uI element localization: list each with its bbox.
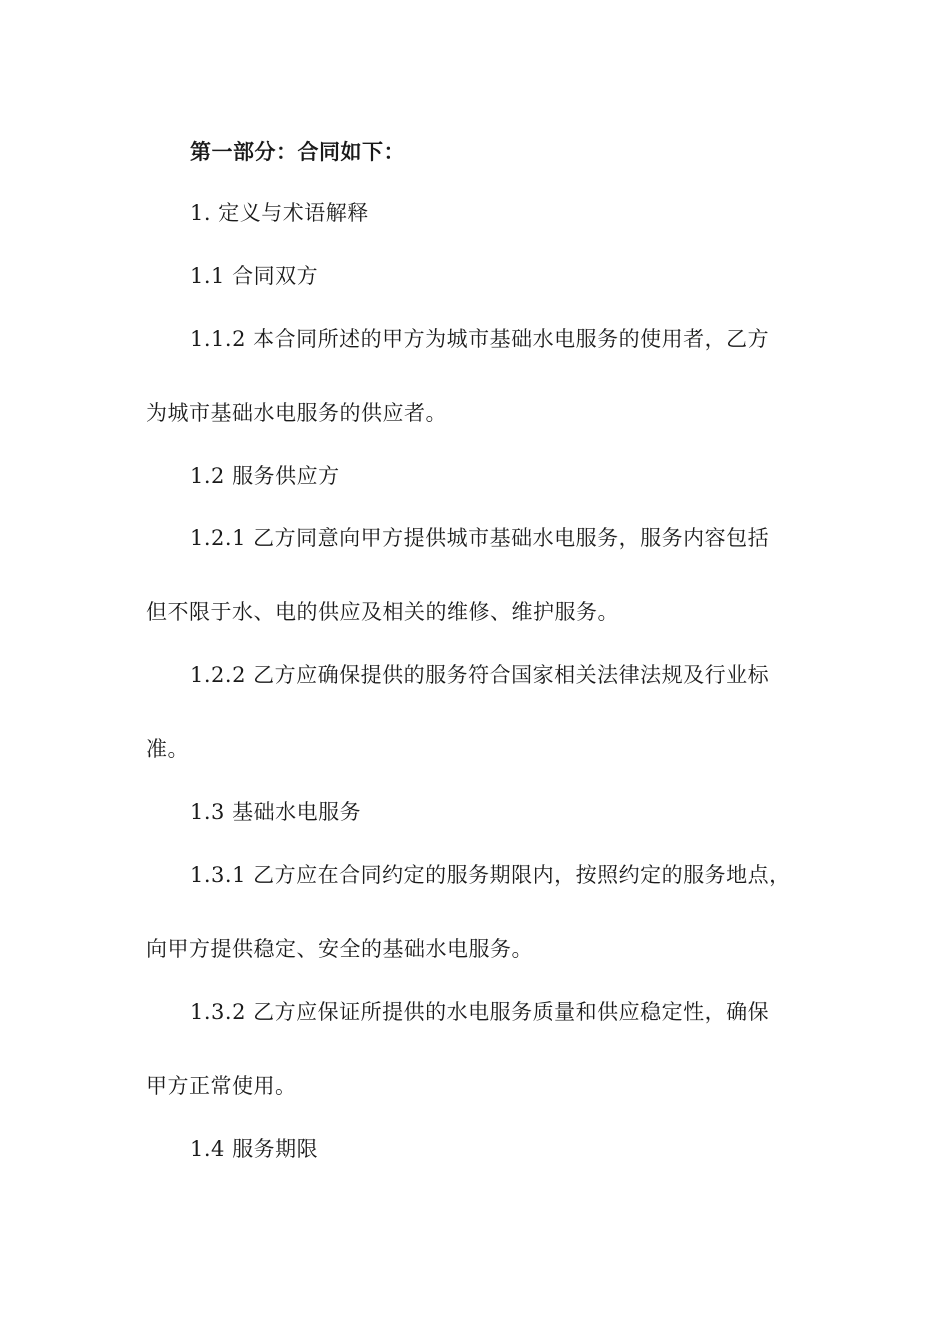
clause-1-2-1-line-1: 1.2.1 乙方同意向甲方提供城市基础水电服务，服务内容包括 xyxy=(190,526,770,550)
clause-1: 1. 定义与术语解释 xyxy=(190,201,369,225)
clause-1-3-1-line-1: 1.3.1 乙方应在合同约定的服务期限内，按照约定的服务地点， xyxy=(190,863,791,887)
clause-1-2: 1.2 服务供应方 xyxy=(190,464,340,488)
clause-1-1-2-line-1: 1.1.2 本合同所述的甲方为城市基础水电服务的使用者，乙方 xyxy=(190,327,770,351)
clause-1-3-2-line-1: 1.3.2 乙方应保证所提供的水电服务质量和供应稳定性，确保 xyxy=(190,1000,770,1024)
clause-1-2-1-line-2: 但不限于水、电的供应及相关的维修、维护服务。 xyxy=(146,600,619,624)
clause-1-1: 1.1 合同双方 xyxy=(190,264,319,288)
clause-1-4: 1.4 服务期限 xyxy=(190,1137,319,1161)
clause-1-3-1-line-2: 向甲方提供稳定、安全的基础水电服务。 xyxy=(146,937,533,961)
section-heading: 第一部分：合同如下： xyxy=(190,139,405,164)
clause-1-2-2-line-1: 1.2.2 乙方应确保提供的服务符合国家相关法律法规及行业标 xyxy=(190,663,770,687)
clause-1-3-2-line-2: 甲方正常使用。 xyxy=(146,1074,297,1098)
clause-1-1-2-line-2: 为城市基础水电服务的供应者。 xyxy=(146,401,447,425)
clause-1-3: 1.3 基础水电服务 xyxy=(190,800,362,824)
clause-1-2-2-line-2: 准。 xyxy=(146,737,189,761)
